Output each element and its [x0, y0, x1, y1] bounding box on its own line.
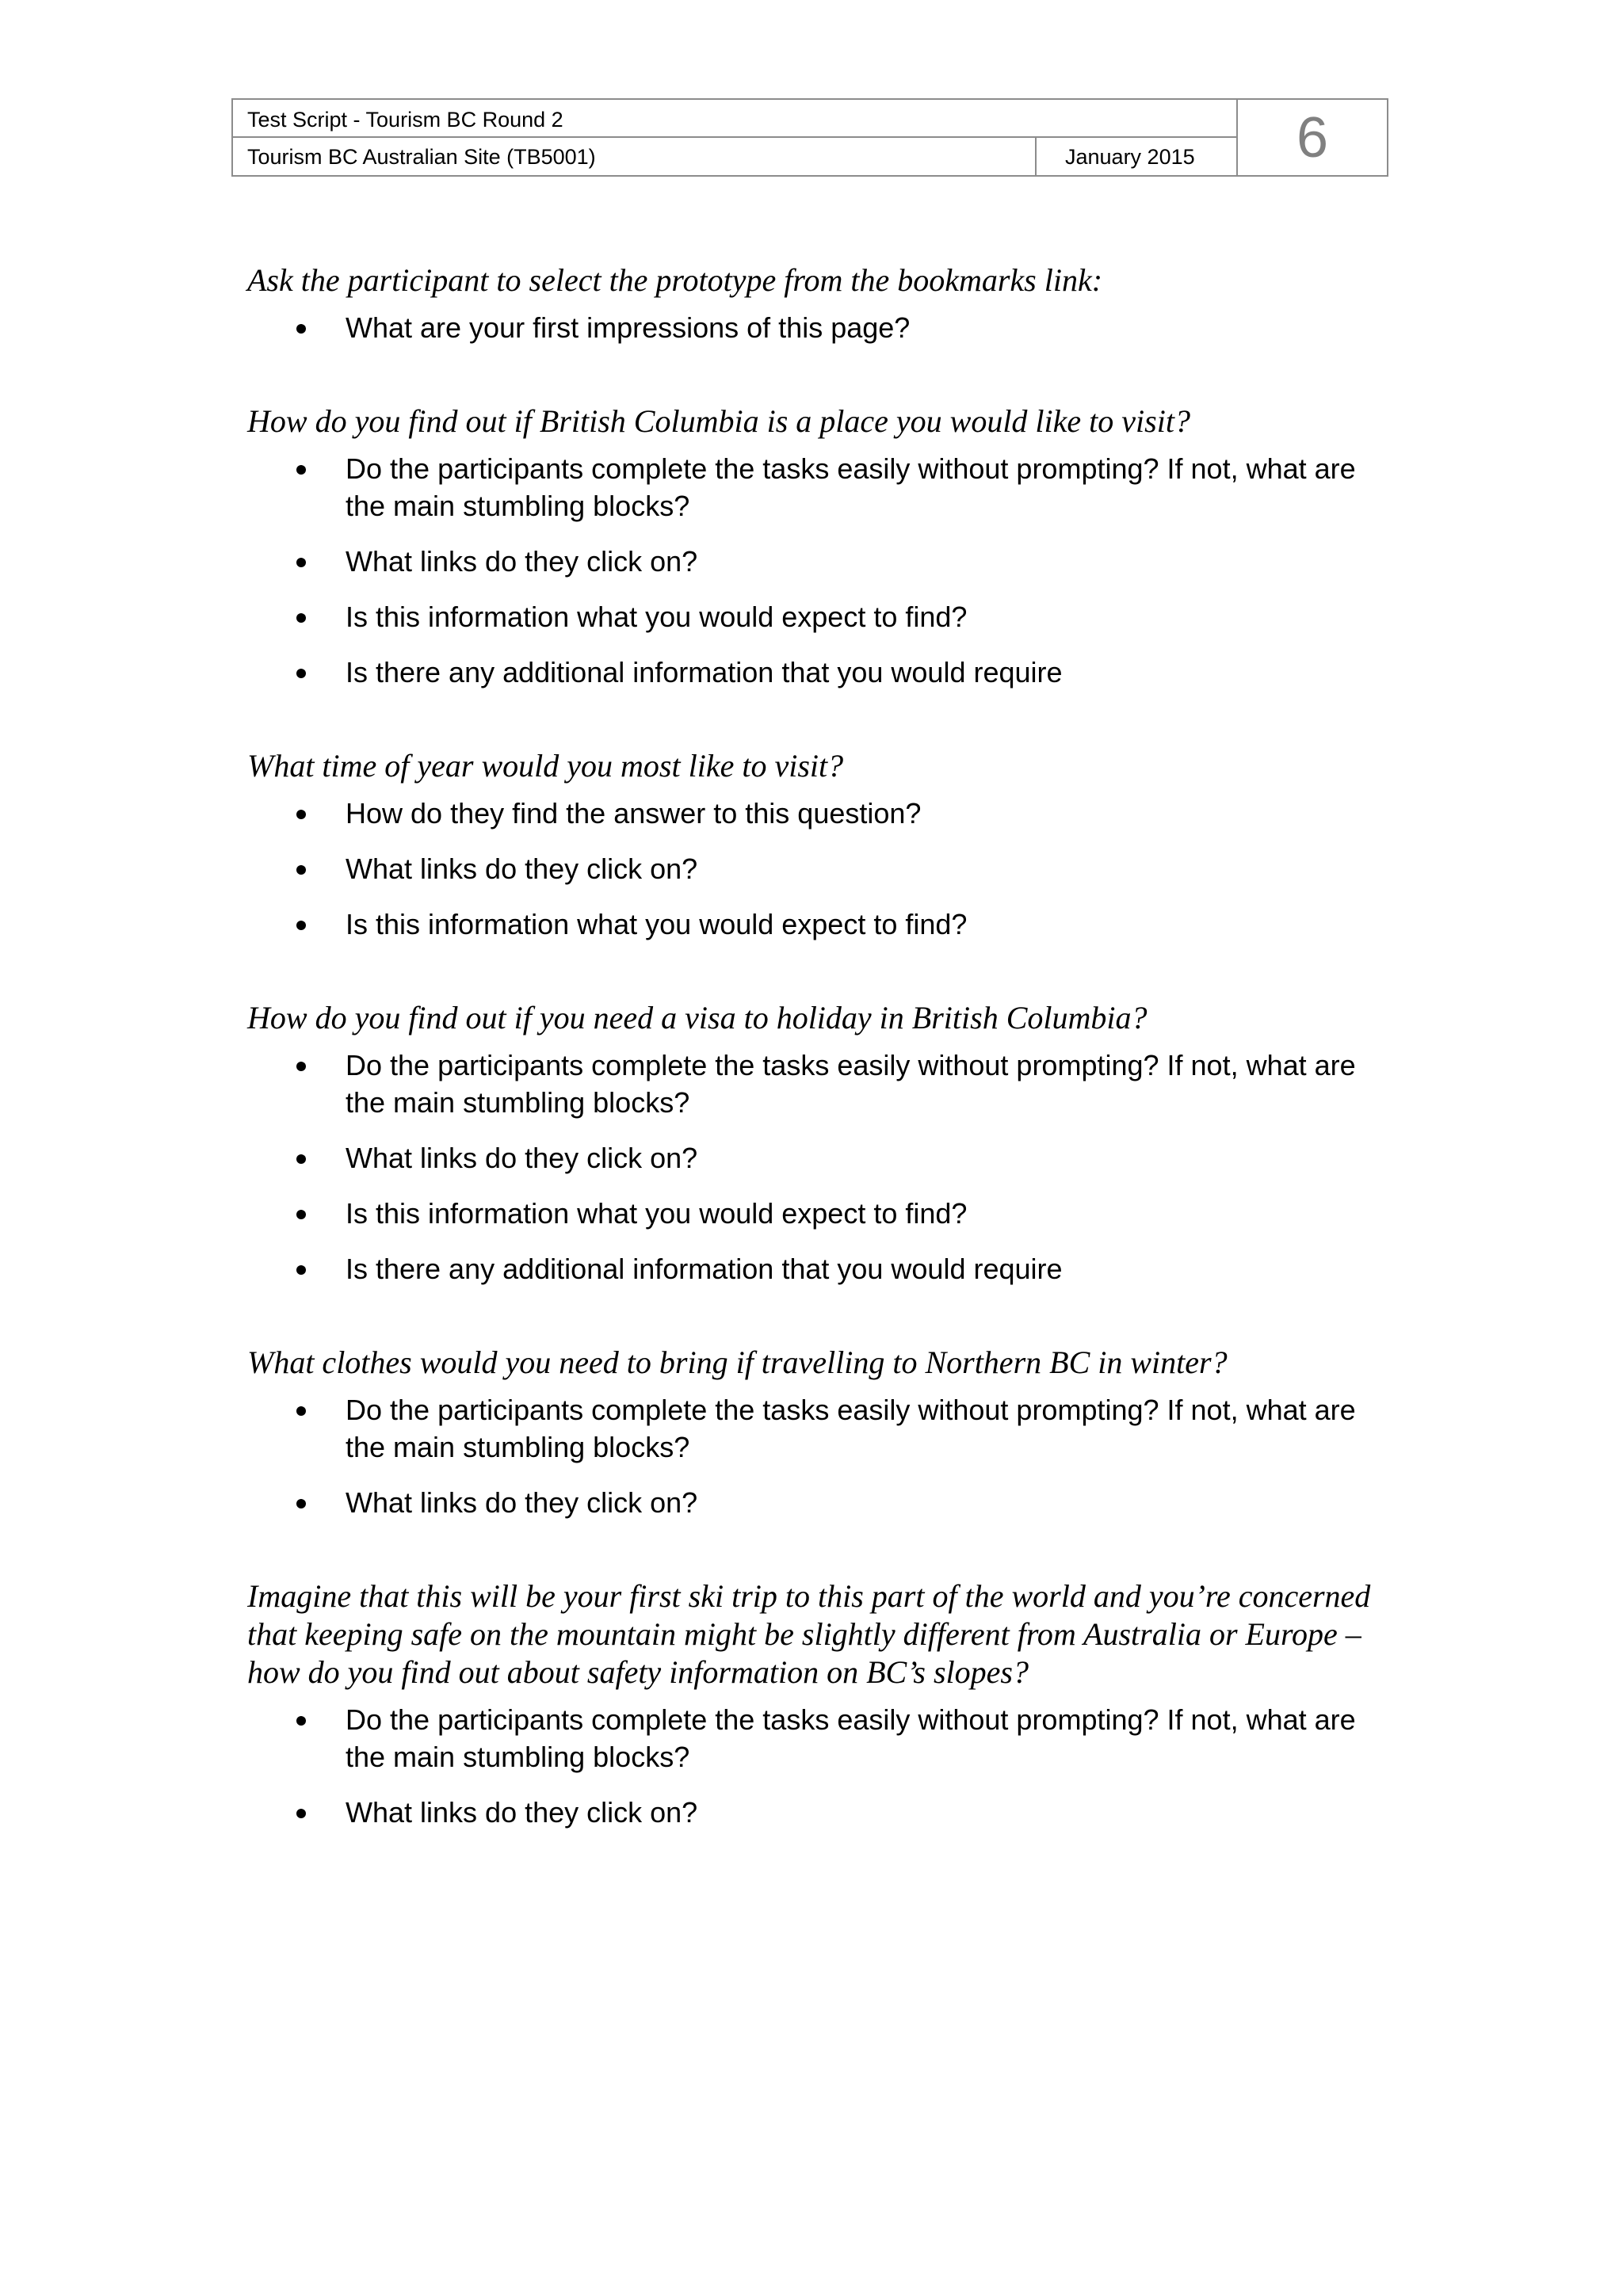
- list-item: Is this information what you would expect to find?: [247, 906, 1373, 943]
- section-5: [247, 1344, 1373, 1521]
- list-item: Do the participants complete the tasks easily without prompting? If not, what are the main stumbling blocks?: [247, 450, 1373, 524]
- section-prompt: Ask the participant to select the prototype from the bookmarks link:: [247, 262, 1103, 298]
- bullet-icon: [296, 1265, 306, 1275]
- bullet-icon: [296, 1210, 306, 1219]
- list-item: Is there any additional information that you would require: [247, 654, 1373, 691]
- bullet-icon: [296, 1062, 306, 1071]
- header-title-cell: [233, 100, 1238, 138]
- bullet-list: [247, 309, 1373, 346]
- list-item: What links do they click on?: [247, 850, 1373, 887]
- bullet-list: [247, 1047, 1373, 1287]
- list-item: What links do they click on?: [247, 1139, 1373, 1177]
- bullet-list: [247, 1701, 1373, 1831]
- bullet-icon: [296, 1809, 306, 1818]
- bullet-icon: [296, 613, 306, 623]
- header-subtitle-cell: [233, 138, 1037, 175]
- list-item: Is this information what you would expect to find?: [247, 598, 1373, 635]
- bullet-icon: [296, 810, 306, 819]
- header-table: [231, 98, 1388, 177]
- section-prompt: What time of year would you most like to visit?: [247, 748, 844, 784]
- section-prompt: How do you find out if you need a visa to holiday in British Columbia?: [247, 1000, 1148, 1035]
- bullet-icon: [296, 1716, 306, 1726]
- list-item: What links do they click on?: [247, 1794, 1373, 1831]
- list-item: Is this information what you would expect to find?: [247, 1195, 1373, 1232]
- list-item: What are your first impressions of this page?: [247, 309, 1373, 346]
- list-item: What links do they click on?: [247, 543, 1373, 580]
- section-prompt: Imagine that this will be your first ski trip to this part of the world and you’re concerned that keeping safe on the mountain might be slightly different from Australia or Europe – how do you find out about safety information on BC’s slopes?: [247, 1578, 1371, 1690]
- section-3: [247, 747, 1373, 943]
- bullet-list: [247, 795, 1373, 943]
- bullet-icon: [296, 558, 306, 567]
- bullet-icon: [296, 669, 306, 678]
- bullet-icon: [296, 865, 306, 875]
- bullet-icon: [296, 1154, 306, 1164]
- list-item: What links do they click on?: [247, 1484, 1373, 1521]
- bullet-icon: [296, 1406, 306, 1416]
- list-item: Do the participants complete the tasks easily without prompting? If not, what are the main stumbling blocks?: [247, 1391, 1373, 1466]
- bullet-icon: [296, 465, 306, 475]
- list-item: Is there any additional information that you would require: [247, 1250, 1373, 1287]
- section-prompt: What clothes would you need to bring if travelling to Northern BC in winter?: [247, 1344, 1228, 1380]
- section-4: [247, 999, 1373, 1287]
- section-prompt: How do you find out if British Columbia is a place you would like to visit?: [247, 403, 1190, 439]
- page-number: 6: [1236, 100, 1387, 175]
- bullet-icon: [296, 921, 306, 930]
- header-date: January 2015: [1065, 145, 1195, 169]
- header-date-cell: [1037, 138, 1238, 175]
- list-item: Do the participants complete the tasks easily without prompting? If not, what are the main stumbling blocks?: [247, 1701, 1373, 1775]
- section-2: [247, 402, 1373, 691]
- section-1: [247, 261, 1373, 346]
- list-item: How do they find the answer to this question?: [247, 795, 1373, 832]
- bullet-icon: [296, 324, 306, 334]
- bullet-list: [247, 1391, 1373, 1521]
- bullet-icon: [296, 1499, 306, 1508]
- list-item: Do the participants complete the tasks easily without prompting? If not, what are the main stumbling blocks?: [247, 1047, 1373, 1121]
- section-6: [247, 1577, 1373, 1831]
- header-title: Test Script - Tourism BC Round 2: [247, 108, 563, 132]
- bullet-list: [247, 450, 1373, 691]
- script-content: [247, 261, 1373, 1849]
- header-subtitle: Tourism BC Australian Site (TB5001): [247, 145, 596, 169]
